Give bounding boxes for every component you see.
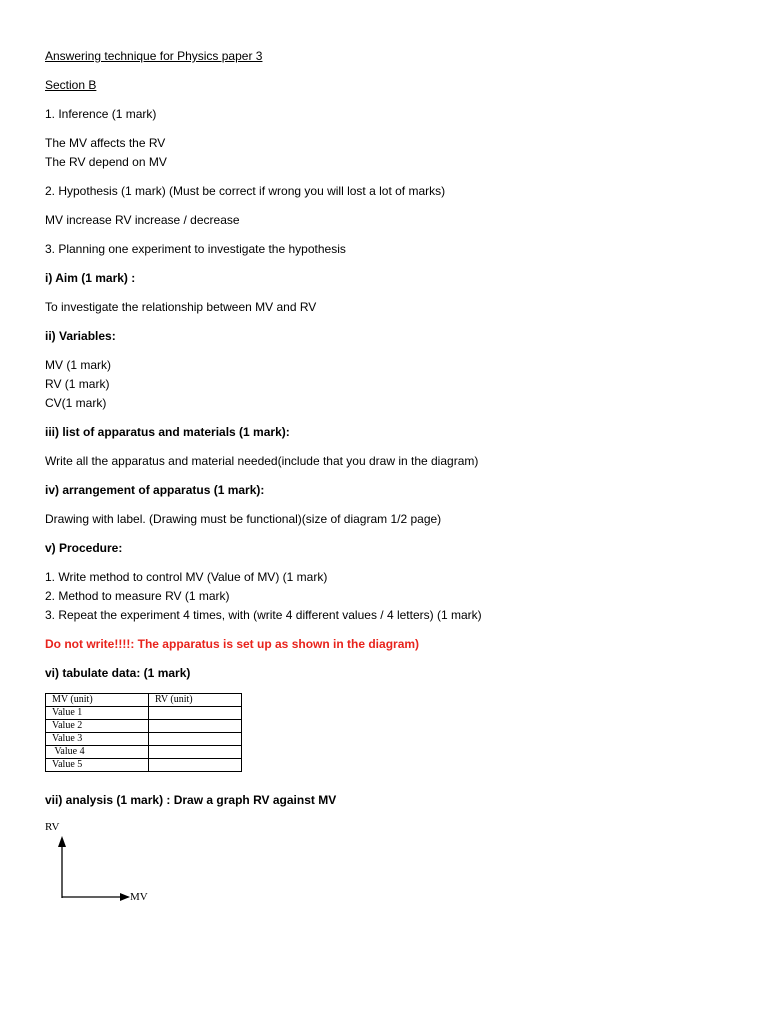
procedure-step-3: 3. Repeat the experiment 4 times, with (write 4 different values / 4 letters) (1 mark) (45, 608, 482, 622)
x-axis-arrowhead (120, 893, 130, 901)
table-header-row (46, 694, 242, 707)
arrangement-text: Drawing with label. (Drawing must be functional)(size of diagram 1/2 page) (45, 512, 442, 526)
table-row (46, 733, 242, 746)
y-axis-arrowhead (58, 836, 66, 847)
procedure-heading: v) Procedure: (45, 541, 123, 555)
planning-heading: 3. Planning one experiment to investigate the hypothesis (45, 242, 346, 256)
hypothesis-heading: 2. Hypothesis (1 mark) (Must be correct if wrong you will lost a lot of marks) (45, 184, 446, 198)
arrangement-heading: iv) arrangement of apparatus (1 mark): (45, 483, 265, 497)
inference-heading: 1. Inference (1 mark) (45, 107, 157, 121)
table-row (46, 746, 242, 759)
inference-line-2: The RV depend on MV (45, 155, 167, 169)
aim-text: To investigate the relationship between MV and RV (45, 300, 317, 314)
variable-mv: MV (1 mark) (45, 358, 111, 372)
table-header-mv: MV (unit) (46, 694, 149, 707)
table-row (46, 720, 242, 733)
document-title: Answering technique for Physics paper 3 (45, 49, 263, 63)
graph-x-label: MV (130, 891, 148, 903)
graph-y-label: RV (45, 821, 60, 833)
variables-heading: ii) Variables: (45, 329, 116, 343)
warning-text: Do not write!!!!: The apparatus is set up as shown in the diagram) (45, 637, 420, 651)
table-row (46, 707, 242, 720)
variable-rv: RV (1 mark) (45, 377, 110, 391)
table-row (46, 759, 242, 772)
apparatus-text: Write all the apparatus and material needed(include that you draw in the diagram) (45, 454, 479, 468)
table-cell-mv: Value 5 (46, 759, 149, 772)
apparatus-heading: iii) list of apparatus and materials (1 mark): (45, 425, 290, 439)
table-cell-rv (149, 720, 242, 733)
section-heading: Section B (45, 78, 97, 92)
table-cell-rv (149, 746, 242, 759)
table-cell-rv (149, 759, 242, 772)
table-cell-mv: Value 4 (46, 746, 149, 759)
table-cell-mv: Value 2 (46, 720, 149, 733)
table-cell-mv: Value 1 (46, 707, 149, 720)
variable-cv: CV(1 mark) (45, 396, 107, 410)
table-cell-rv (149, 733, 242, 746)
hypothesis-line: MV increase RV increase / decrease (45, 213, 240, 227)
procedure-step-1: 1. Write method to control MV (Value of MV) (1 mark) (45, 570, 328, 584)
tabulate-heading: vi) tabulate data: (1 mark) (45, 666, 191, 680)
analysis-heading: vii) analysis (1 mark) : Draw a graph RV against MV (45, 793, 337, 807)
table-cell-rv (149, 707, 242, 720)
table-header-rv: RV (unit) (149, 694, 242, 707)
inference-line-1: The MV affects the RV (45, 136, 166, 150)
table-cell-mv: Value 3 (46, 733, 149, 746)
data-table (45, 693, 242, 772)
aim-heading: i) Aim (1 mark) : (45, 271, 136, 285)
procedure-step-2: 2. Method to measure RV (1 mark) (45, 589, 230, 603)
